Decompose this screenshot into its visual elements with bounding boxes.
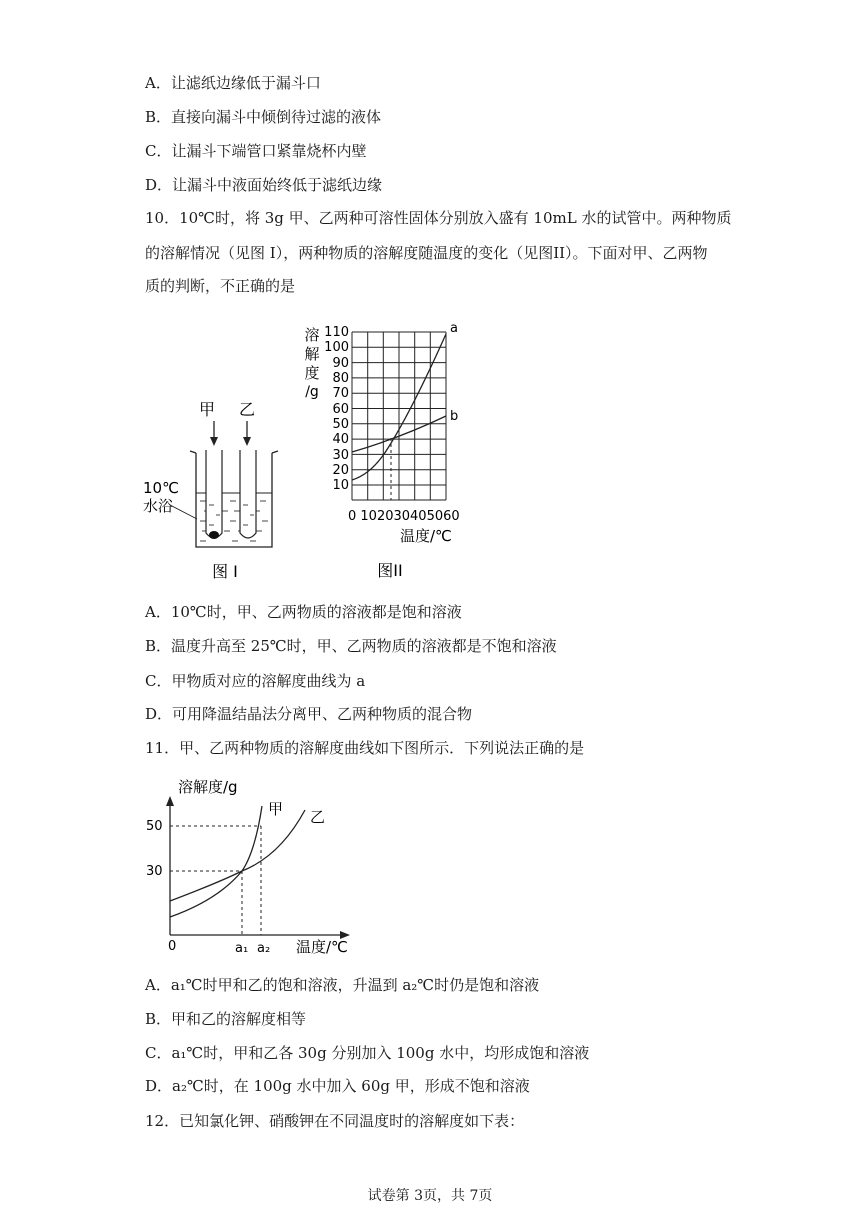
fig2-yticks xyxy=(324,325,349,493)
q11-curve-jia xyxy=(170,806,262,917)
fig2-ytick: 60 xyxy=(332,402,349,417)
fig2-ytick: 110 xyxy=(324,325,349,340)
q11-curve-yi xyxy=(170,810,305,901)
q11-solubility-chart xyxy=(140,770,360,965)
q11-guides xyxy=(170,826,261,935)
fig1-caption: 图 I xyxy=(212,562,238,581)
q9-option-d: D．让漏斗中液面始终低于滤纸边缘 xyxy=(145,176,383,194)
fig2-ytick: 50 xyxy=(332,417,349,432)
fig2-ytick: 20 xyxy=(332,463,349,478)
fig2-curve-a-label: a xyxy=(450,321,458,336)
fig1-label-yi: 乙 xyxy=(238,400,256,419)
q11-option-b: B．甲和乙的溶解度相等 xyxy=(145,1010,307,1028)
fig2-ylabel-3: 度 xyxy=(304,364,320,382)
fig2-ylabel-2: 解 xyxy=(304,345,320,363)
fig2-ylabel-1: 溶 xyxy=(304,326,320,344)
q10-stem-line-3: 质的判断，不正确的是 xyxy=(145,277,296,295)
q11-stem: 11．甲、乙两种物质的溶解度曲线如下图所示．下列说法正确的是 xyxy=(145,739,585,757)
page-footer: 试卷第 3页，共 7页 xyxy=(367,1188,493,1204)
q11-xtick-a1: a₁ xyxy=(235,941,249,956)
q11-origin: 0 xyxy=(168,939,177,954)
fig1-bath-temp: 10℃ xyxy=(143,479,179,497)
q10-option-a: A．10℃时，甲、乙两物质的溶液都是饱和溶液 xyxy=(145,603,462,621)
q9-option-b: B．直接向漏斗中倾倒待过滤的液体 xyxy=(145,108,382,126)
figure-2-solubility-chart xyxy=(300,320,470,590)
q11-curve-yi-label: 乙 xyxy=(310,808,326,826)
beaker xyxy=(190,451,278,547)
fig2-grid xyxy=(352,332,446,500)
q10-option-c: C．甲物质对应的溶解度曲线为 a xyxy=(145,672,366,690)
arrow-jia-head xyxy=(210,437,218,446)
fig1-bath-label: 水浴 xyxy=(143,497,174,515)
q10-option-b: B．温度升高至 25℃时，甲、乙两物质的溶液都是不饱和溶液 xyxy=(145,637,557,655)
fig2-ytick: 70 xyxy=(332,386,349,401)
q9-option-c: C．让漏斗下端管口紧靠烧杯内壁 xyxy=(145,142,367,160)
q11-option-d: D．a₂℃时，在 100g 水中加入 60g 甲，形成不饱和溶液 xyxy=(145,1077,530,1095)
fig2-xticks: 0 102030405060 xyxy=(348,509,460,524)
undissolved-solid xyxy=(209,531,219,539)
fig2-ytick: 40 xyxy=(332,432,349,447)
q11-option-c: C．a₁℃时，甲和乙各 30g 分别加入 100g 水中，均形成饱和溶液 xyxy=(145,1044,590,1062)
fig2-ytick: 90 xyxy=(332,356,349,371)
q11-xlabel: 温度/℃ xyxy=(296,938,348,956)
fig2-ytick: 100 xyxy=(324,340,349,355)
bath-pointer-line xyxy=(170,505,197,519)
q12-stem: 12．已知氯化钾、硝酸钾在不同温度时的溶解度如下表： xyxy=(145,1112,525,1130)
q11-ytick-50: 50 xyxy=(146,819,163,834)
fig2-caption: 图II xyxy=(377,561,403,580)
fig2-curve-b-label: b xyxy=(450,409,459,424)
fig2-xlabel: 温度/℃ xyxy=(400,527,452,545)
q11-option-a: A．a₁℃时甲和乙的饱和溶液，升温到 a₂℃时仍是饱和溶液 xyxy=(145,976,540,994)
figure-1-beaker-diagram xyxy=(140,395,290,590)
q10-stem-line-2: 的溶解情况（见图 I），两种物质的溶解度随温度的变化（见图II）。下面对甲、乙两物 xyxy=(145,244,708,262)
fig2-ytick: 10 xyxy=(332,478,349,493)
q11-xtick-a2: a₂ xyxy=(257,941,271,956)
q9-option-a: A．让滤纸边缘低于漏斗口 xyxy=(145,74,321,92)
fig1-label-jia: 甲 xyxy=(198,400,216,419)
q11-ylabel: 溶解度/g xyxy=(178,778,238,796)
q11-y-axis-arrow xyxy=(166,796,174,806)
fig2-ytick: 30 xyxy=(332,448,349,463)
q10-stem-line-1: 10．10℃时，将 3g 甲、乙两种可溶性固体分别放入盛有 10mL 水的试管中。两种物质 xyxy=(145,209,732,227)
arrow-yi-head xyxy=(243,437,251,446)
fig2-ylabel-4: /g xyxy=(305,384,319,400)
q11-ytick-30: 30 xyxy=(146,864,163,879)
fig2-ytick: 80 xyxy=(332,371,349,386)
q10-option-d: D．可用降温结晶法分离甲、乙两种物质的混合物 xyxy=(145,705,473,723)
q11-curve-jia-label: 甲 xyxy=(268,800,284,818)
